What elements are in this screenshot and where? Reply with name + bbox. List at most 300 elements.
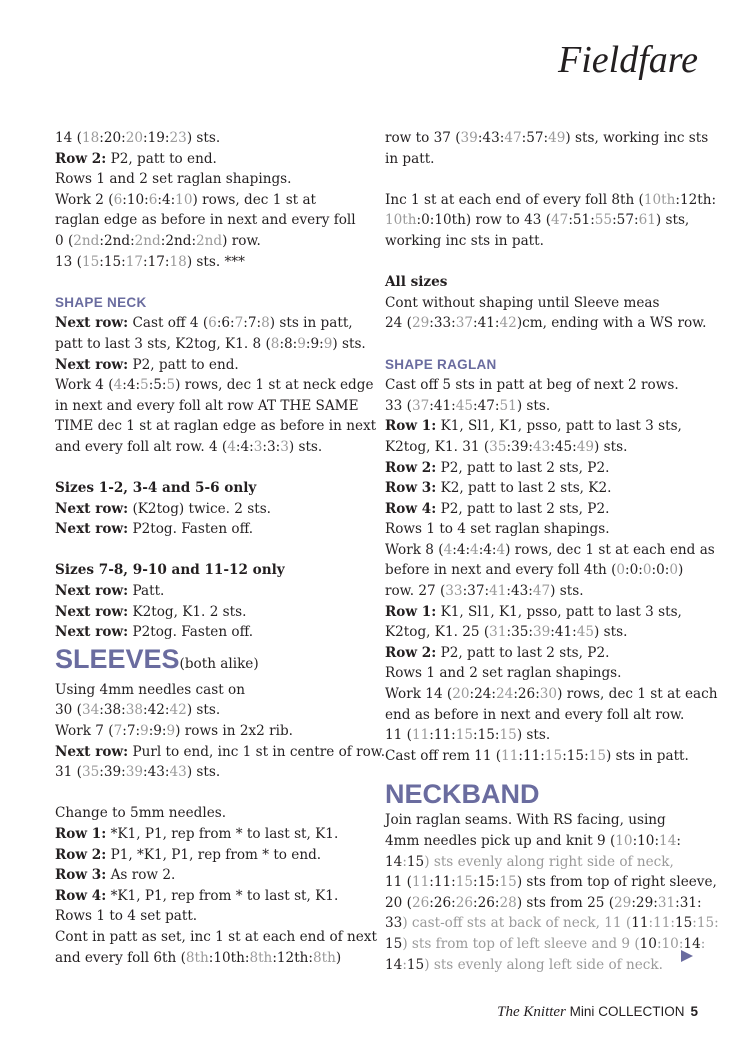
text-segment: :9: (148, 723, 167, 740)
pattern-row (55, 499, 355, 520)
size-value: 18 (169, 253, 187, 270)
size-value: 47 (551, 212, 569, 229)
sizes-heading-text: Sizes 7-8, 9-10 and 11-12 only (55, 562, 285, 579)
text-segment: ) sts. (186, 130, 221, 146)
size-value: 5 (140, 377, 149, 394)
pattern-line (385, 913, 719, 934)
text-segment: :9: (305, 335, 324, 352)
text-segment: :31: (675, 894, 702, 911)
row-label: Row 1: (385, 603, 437, 620)
pattern-line (55, 437, 355, 458)
row-text: Purl to end, inc 1 st in centre of row. (128, 743, 386, 760)
pattern-line (385, 190, 717, 211)
size-value: 30 (539, 686, 558, 703)
size-value: 39 (532, 624, 551, 641)
text-segment: :0: (625, 562, 643, 579)
text-segment: ) sts from 25 ( (516, 894, 615, 911)
text-segment: :19: (143, 130, 170, 146)
text-segment: :0: (651, 562, 670, 579)
size-value: 15 (499, 727, 517, 744)
row-label: Row 2: (55, 150, 107, 167)
magazine-name: The Knitter (497, 1004, 566, 1020)
size-value: 24 (496, 686, 514, 703)
size-value: 0 (642, 562, 652, 579)
size-value: 18 (81, 130, 100, 146)
pattern-row (385, 643, 700, 664)
text-segment: :11: (429, 727, 456, 744)
text-segment: 20 ( (385, 894, 412, 911)
size-value: 37 (455, 315, 474, 332)
size-value: 0 (616, 562, 626, 579)
text-segment: :15: (562, 747, 589, 764)
pattern-line (55, 721, 355, 742)
row-text: P2tog. Fasten off. (128, 521, 254, 538)
size-value: 26 (411, 894, 430, 911)
sleeves-subheading: (both alike) (179, 655, 259, 672)
pattern-row (55, 313, 355, 334)
text-segment: ) rows, dec 1 st at each (557, 686, 718, 703)
size-value: 15 (499, 874, 517, 891)
pattern-line (55, 252, 355, 273)
pattern-line (55, 231, 355, 252)
text-segment: :12th: (675, 191, 717, 208)
pattern-row (55, 886, 355, 907)
row-label: Next row: (55, 500, 129, 517)
row-label: Row 1: (55, 826, 107, 842)
size-value: 14 (659, 833, 677, 849)
size-value: 4 (443, 541, 453, 558)
pattern-line (385, 128, 709, 149)
size-value: 15 (455, 874, 474, 891)
row-text: P2, patt to last 2 sts, P2. (436, 500, 610, 517)
text-segment: Inc 1 st at each end of every foll 8th ( (385, 191, 644, 208)
text-segment: :10th: (208, 949, 250, 966)
pattern-line (385, 437, 700, 458)
size-value: 20 (452, 686, 470, 703)
pattern-row (55, 519, 355, 540)
pattern-line: TIME dec 1 st at raglan edge as before in next (55, 418, 377, 435)
neckband-heading: NECKBAND (385, 779, 540, 810)
row-label: Row 4: (55, 887, 107, 904)
pattern-line (385, 313, 707, 334)
text-segment: 4mm needles pick up and knit 9 ( (385, 833, 616, 849)
size-value: 6 (208, 315, 217, 332)
text-segment: :45: (550, 438, 577, 455)
row-text: As row 2. (106, 867, 176, 884)
size-value: 42 (169, 702, 187, 719)
row-label: Row 1: (385, 418, 437, 435)
size-value: 49 (576, 438, 595, 455)
text-segment: :4: (122, 377, 141, 394)
size-value: 8 (270, 335, 280, 352)
pattern-line: Change to 5mm needles. (55, 805, 227, 822)
size-value: 47 (504, 130, 522, 146)
size-value: 3 (253, 438, 263, 455)
size-value: 4 (113, 377, 123, 394)
mini-label: Mini (569, 1004, 595, 1019)
pattern-line: Using 4mm needles cast on (55, 681, 245, 698)
text-segment: row. 27 ( (385, 583, 446, 600)
size-value: 8th (185, 949, 209, 966)
text-segment: :38: (99, 702, 126, 719)
size-value: 45 (576, 624, 595, 641)
size-value: 15 (588, 747, 606, 764)
size-value: 7 (234, 315, 244, 332)
size-value: 29 (411, 315, 430, 332)
text-segment: :11: (429, 874, 456, 891)
text-segment: 24 ( (385, 315, 412, 332)
size-value: 51 (499, 397, 517, 414)
size-value: 43 (532, 438, 551, 455)
text-segment: Work 8 ( (385, 541, 444, 558)
size-value: 11 (501, 747, 519, 764)
text-segment: :26: (429, 894, 456, 911)
text-segment: :29: (631, 894, 658, 911)
pattern-line: in patt. (385, 150, 435, 167)
text-segment: :39: (99, 764, 126, 781)
text-segment: ) sts, working inc sts (565, 130, 709, 146)
pattern-line: Rows 1 to 4 set patt. (55, 908, 198, 925)
text-segment: :57: (612, 212, 639, 229)
size-value: ) sts from top of left sleeve and 9 ( (402, 935, 640, 952)
text-segment: :57: (521, 130, 549, 146)
text-segment: ) sts from top of right sleeve, (516, 874, 717, 891)
text-segment: 13 ( (55, 253, 82, 270)
text-segment: K2tog, K1. 31 ( (385, 438, 490, 455)
text-segment: : (676, 833, 681, 849)
text-segment: 11 ( (385, 727, 412, 744)
pattern-line (55, 190, 355, 211)
shape-neck-heading: SHAPE NECK (55, 294, 147, 310)
size-value: 8th (313, 949, 336, 966)
text-segment: :8: (279, 335, 298, 352)
text-segment: :4: (478, 541, 497, 558)
size-value: 6 (113, 191, 123, 208)
size-value: :15: (692, 915, 719, 932)
pattern-row (385, 478, 700, 499)
pattern-line (385, 746, 700, 767)
size-value: 11 (411, 874, 430, 891)
size-value: 23 (169, 130, 187, 146)
text-segment: ) sts, (655, 212, 690, 229)
size-value: 0 (669, 562, 678, 579)
text-segment: ) rows, dec 1 st at each end as (505, 541, 715, 558)
pattern-line (55, 762, 355, 783)
row-label: Row 4: (385, 500, 437, 517)
page-footer (497, 1004, 698, 1021)
text-segment: and every foll 6th ( (55, 949, 186, 966)
text-segment: :17: (143, 253, 170, 270)
text-segment: 0 ( (55, 232, 74, 249)
size-value: 47 (532, 583, 551, 600)
text-segment: Work 14 ( (385, 686, 453, 703)
text-segment: ) (677, 562, 684, 579)
size-value: 29 (614, 894, 632, 911)
row-text: P2, patt to last 2 sts, P2. (436, 459, 610, 476)
size-value: 4 (496, 541, 506, 558)
text-segment: :37: (462, 583, 490, 600)
pattern-line (55, 128, 355, 149)
size-value: 55 (594, 212, 613, 229)
text-segment: ) sts. (550, 583, 584, 600)
text-segment: :3: (262, 438, 281, 455)
text-segment: Cast off rem 11 ( (385, 747, 502, 764)
size-value: 10th (643, 191, 676, 208)
size-value: 28 (499, 894, 517, 911)
sleeves-heading (55, 643, 355, 680)
size-value: 38 (125, 702, 144, 719)
pattern-row (55, 824, 355, 845)
text-segment: Work 7 ( (55, 723, 114, 740)
pattern-row (55, 845, 355, 866)
text-segment: :10: (122, 191, 149, 208)
pattern-row (55, 581, 355, 602)
pattern-row (385, 458, 700, 479)
row-text: P1, *K1, P1, rep from * to end. (106, 846, 322, 863)
text-segment: :24: (469, 686, 496, 703)
pattern-line: Cast off 5 sts in patt at beg of next 2 rows. (385, 377, 679, 394)
row-label: Row 2: (385, 459, 437, 476)
text-segment: 15 (674, 915, 693, 932)
size-value: 9 (140, 723, 149, 740)
size-value: ) sts evenly along right side of neck, (424, 853, 674, 870)
text-segment: Cast off 4 ( (132, 315, 209, 332)
text-segment: ) sts. (594, 624, 628, 641)
pattern-line (385, 831, 700, 852)
text-segment: :10: (632, 833, 660, 849)
row-label: Next row: (55, 315, 129, 332)
text-segment: ) sts. (594, 438, 628, 455)
size-value: 31 (489, 624, 507, 641)
row-text: *K1, P1, rep from * to last st, K1. (106, 887, 339, 904)
size-value: 3 (280, 438, 289, 455)
pattern-row (55, 742, 386, 763)
text-segment: 15 (406, 853, 425, 870)
pattern-line: raglan edge as before in next and every foll (55, 212, 356, 229)
pattern-line: Cont in patt as set, inc 1 st at each end of next (55, 928, 377, 945)
text-segment: 33 ( (385, 397, 412, 414)
text-segment: :6: (216, 315, 235, 332)
text-segment: :2nd: (160, 232, 197, 249)
size-value: 26 (455, 894, 474, 911)
text-segment: :33: (429, 315, 456, 332)
text-segment: K2tog, K1. 25 ( (385, 624, 490, 641)
row-text: K1, Sl1, K1, psso, patt to last 3 sts, (436, 418, 682, 435)
text-segment: before in next and every foll 4th ( (385, 562, 617, 579)
pattern-line: working inc sts in patt. (385, 232, 544, 249)
row-text: P2, patt to last 2 sts, P2. (436, 644, 610, 661)
pattern-row (385, 416, 700, 437)
text-segment: 11 ( (385, 874, 412, 891)
text-segment: 14 (385, 956, 403, 973)
text-segment: 14 ( (55, 130, 82, 146)
pattern-line (385, 684, 718, 705)
size-value: 4 (227, 438, 236, 455)
pattern-row (55, 602, 355, 623)
text-segment: 14 (683, 935, 701, 952)
shape-raglan-heading: SHAPE RAGLAN (385, 356, 497, 372)
all-sizes-heading-text: All sizes (385, 274, 448, 291)
row-label: Row 2: (385, 644, 437, 661)
size-value: 42 (499, 315, 517, 332)
text-segment: ) sts. *** (186, 253, 245, 270)
pattern-line (55, 375, 374, 396)
size-value: : (402, 853, 407, 870)
size-value: 4 (470, 541, 479, 558)
row-label: Row 2: (55, 846, 107, 863)
size-value: 15 (81, 253, 100, 270)
size-value: 2nd (73, 232, 100, 249)
size-value: 7 (113, 723, 123, 740)
pattern-line: Join raglan seams. With RS facing, using (385, 812, 666, 829)
pattern-line: Cont without shaping until Sleeve meas (385, 294, 660, 311)
page-number: 5 (690, 1004, 698, 1019)
size-value: 33 (445, 583, 463, 600)
text-segment: ) sts in patt, (269, 315, 353, 332)
pattern-row (385, 499, 700, 520)
text-segment: :26: (473, 894, 500, 911)
text-segment: :4: (452, 541, 471, 558)
text-segment: and every foll alt row. 4 ( (55, 438, 228, 455)
size-value: 17 (125, 253, 144, 270)
text-segment: :26: (513, 686, 540, 703)
size-value: 37 (411, 397, 430, 414)
text-segment: 10 (639, 935, 657, 952)
row-label: Row 3: (55, 867, 107, 884)
size-value: 35 (489, 438, 507, 455)
text-segment: :43: (143, 764, 170, 781)
text-segment: ) sts in patt. (605, 747, 689, 764)
pattern-line (385, 852, 700, 873)
size-value: :10: (656, 935, 684, 952)
collection-label: COLLECTION (598, 1004, 685, 1019)
size-value: 49 (548, 130, 566, 146)
text-segment: )cm, ending with a WS row. (516, 315, 707, 332)
pattern-line (385, 396, 700, 417)
pattern-line: Rows 1 and 2 set raglan shapings. (55, 171, 292, 188)
text-segment: ) sts. (288, 438, 323, 455)
pattern-line (385, 934, 706, 955)
pattern-line (385, 560, 700, 581)
text-segment: :42: (143, 702, 170, 719)
size-value: 20 (125, 130, 144, 146)
size-value: 15 (455, 727, 474, 744)
row-label: Row 3: (385, 480, 437, 497)
text-segment: 15 (406, 956, 425, 973)
text-segment: :0:10th) row to 43 ( (416, 212, 551, 229)
pattern-line (385, 581, 700, 602)
row-label: Next row: (55, 356, 129, 373)
size-value: 2nd (134, 232, 161, 249)
pattern-line (55, 948, 355, 969)
pattern-line: Rows 1 to 4 set raglan shapings. (385, 521, 610, 538)
text-segment: ) sts. (332, 335, 366, 352)
size-value: 35 (81, 764, 100, 781)
row-text: P2, patt to end. (106, 150, 217, 167)
sizes-heading (55, 560, 355, 581)
size-value: ) cast-off sts at back of neck, 11 ( (402, 915, 632, 932)
text-segment: :15: (473, 874, 500, 891)
text-segment: :39: (506, 438, 533, 455)
continue-arrow-icon (681, 950, 693, 962)
row-text: K2tog, K1. 2 sts. (128, 603, 247, 620)
size-value: 15 (544, 747, 563, 764)
text-segment: :15: (99, 253, 126, 270)
text-segment: :7: (122, 723, 141, 740)
size-value: 34 (81, 702, 100, 719)
size-value: 10 (615, 833, 633, 849)
row-text: *K1, P1, rep from * to last st, K1. (106, 826, 339, 842)
size-value: 8 (261, 315, 270, 332)
row-label: Next row: (55, 521, 129, 538)
pattern-line (385, 893, 700, 914)
pattern-row (55, 355, 355, 376)
size-value: 39 (460, 130, 478, 146)
text-segment: :11: (518, 747, 545, 764)
text-segment: 11 (631, 915, 649, 932)
row-text: K2, patt to last 2 sts, K2. (436, 480, 612, 497)
text-segment: :2nd: (99, 232, 135, 249)
pattern-line (55, 700, 355, 721)
size-value: 41 (489, 583, 507, 600)
all-sizes-heading (385, 272, 700, 293)
text-segment: :43: (477, 130, 505, 146)
text-segment: 33 (385, 915, 403, 932)
pattern-line (385, 540, 715, 561)
text-segment: :41: (429, 397, 456, 414)
sleeves-heading-text: SLEEVES (55, 643, 180, 674)
pattern-line (385, 725, 700, 746)
pattern-line (55, 334, 366, 355)
size-value: :11: (648, 915, 675, 932)
pattern-line: in next and every foll alt row AT THE SAME (55, 397, 359, 414)
size-value: 31 (657, 894, 676, 911)
size-value: 39 (125, 764, 144, 781)
size-value: 5 (166, 377, 176, 394)
text-segment: :43: (506, 583, 533, 600)
sizes-heading-text: Sizes 1-2, 3-4 and 5-6 only (55, 480, 257, 497)
text-segment: :7: (243, 315, 262, 332)
sizes-heading (55, 478, 355, 499)
pattern-line (385, 872, 717, 893)
row-text: P2, patt to end. (128, 356, 239, 373)
row-label: Next row: (55, 743, 129, 760)
size-value: : (402, 956, 407, 973)
row-label: Next row: (55, 603, 129, 620)
text-segment: Work 2 ( (55, 191, 114, 208)
pattern-row (55, 149, 355, 170)
text-segment: :41: (473, 315, 500, 332)
size-value: : (700, 935, 706, 952)
text-segment: Work 4 ( (55, 377, 114, 394)
text-segment: 30 ( (55, 702, 82, 719)
row-text: Patt. (128, 583, 165, 600)
page-title: Fieldfare (558, 39, 698, 81)
text-segment: 15 (385, 935, 403, 952)
text-segment: :5: (148, 377, 167, 394)
size-value: 9 (323, 335, 333, 352)
size-value: 8th (249, 949, 273, 966)
text-segment: :4: (157, 191, 176, 208)
text-segment: :15: (473, 727, 500, 744)
text-segment: ) (335, 949, 342, 966)
row-label: Next row: (55, 624, 129, 641)
text-segment: :47: (473, 397, 500, 414)
size-value: 11 (411, 727, 430, 744)
pattern-line: end as before in next and every foll alt row. (385, 706, 685, 723)
size-value: 10th (385, 212, 417, 229)
text-segment: :35: (506, 624, 533, 641)
